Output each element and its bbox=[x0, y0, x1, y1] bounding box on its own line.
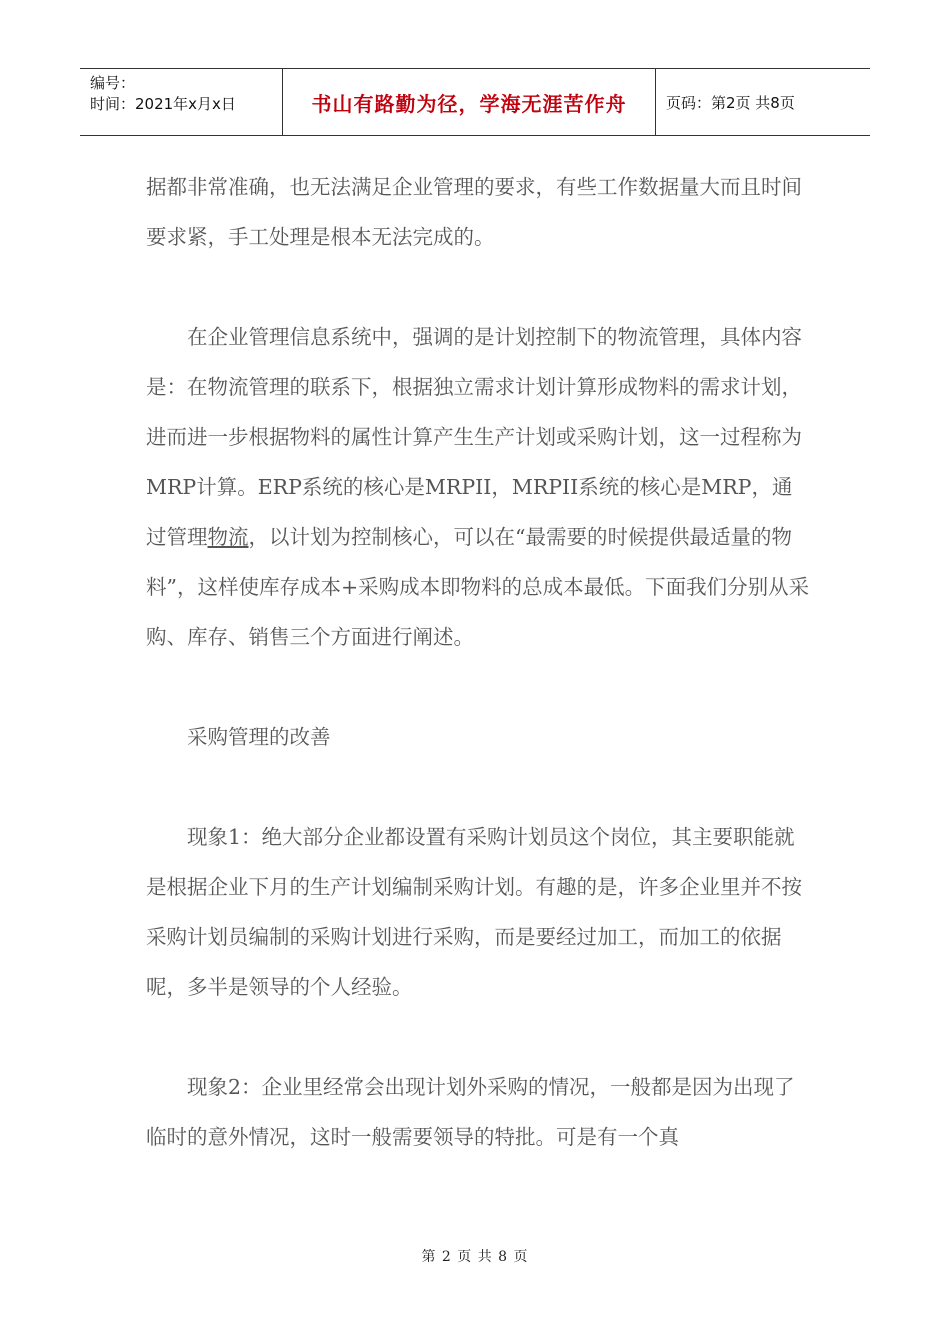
paragraph-text: ，以计划为控制核心，可以在“最需要的时候提供最适量的物料”，这样使库存成本+采购成本即物料的总成本最低。下面我们分别从采购、库存、销售三个方面进行阐述。 bbox=[146, 525, 810, 649]
paragraph-phenomenon-1: 现象1：绝大部分企业都设置有采购计划员这个岗位，其主要职能就是根据企业下月的生产计划编制采购计划。有趣的是，许多企业里并不按采购计划员编制的采购计划进行采购，而是要经过加工，而加工的依据呢，多半是领导的个人经验。 bbox=[146, 825, 802, 999]
paragraph-erp-overview bbox=[146, 312, 810, 662]
header-meta bbox=[80, 69, 282, 135]
page-footer: 第 2 页 共 8 页 bbox=[421, 1249, 529, 1265]
paragraph-phenomenon-2: 现象2：企业里经常会出现计划外采购的情况，一般都是因为出现了临时的意外情况，这时一般需要领导的特批。可是有一个真 bbox=[146, 1075, 795, 1149]
page-header bbox=[80, 68, 870, 136]
header-page-info: 页码：第2页 共8页 bbox=[666, 93, 795, 112]
paragraph-continuation: 据都非常准确，也无法满足企业管理的要求，有些工作数据量大而且时间要求紧，手工处理是根本无法完成的。 bbox=[146, 175, 802, 249]
document-time-label: 时间：2021年x月x日 bbox=[90, 95, 236, 113]
document-body bbox=[146, 162, 810, 1162]
logistics-link[interactable]: 物流 bbox=[207, 525, 249, 549]
section-heading: 采购管理的改善 bbox=[187, 725, 331, 749]
header-motto: 书山有路勤为径，学海无涯苦作舟 bbox=[282, 69, 656, 135]
document-number-label: 编号： bbox=[90, 74, 136, 92]
paragraph-text: 在企业管理信息系统中，强调的是计划控制下的物流管理，具体内容是：在物流管理的联系下，根据独立需求计划计算形成物料的需求计划，进而进一步根据物料的属性计算产生生产计划或采购计划，这一过程称为MRP计算。ERP系统的核心是MRPII，MRPII系统的核心是MRP，通过管理 bbox=[146, 325, 802, 549]
